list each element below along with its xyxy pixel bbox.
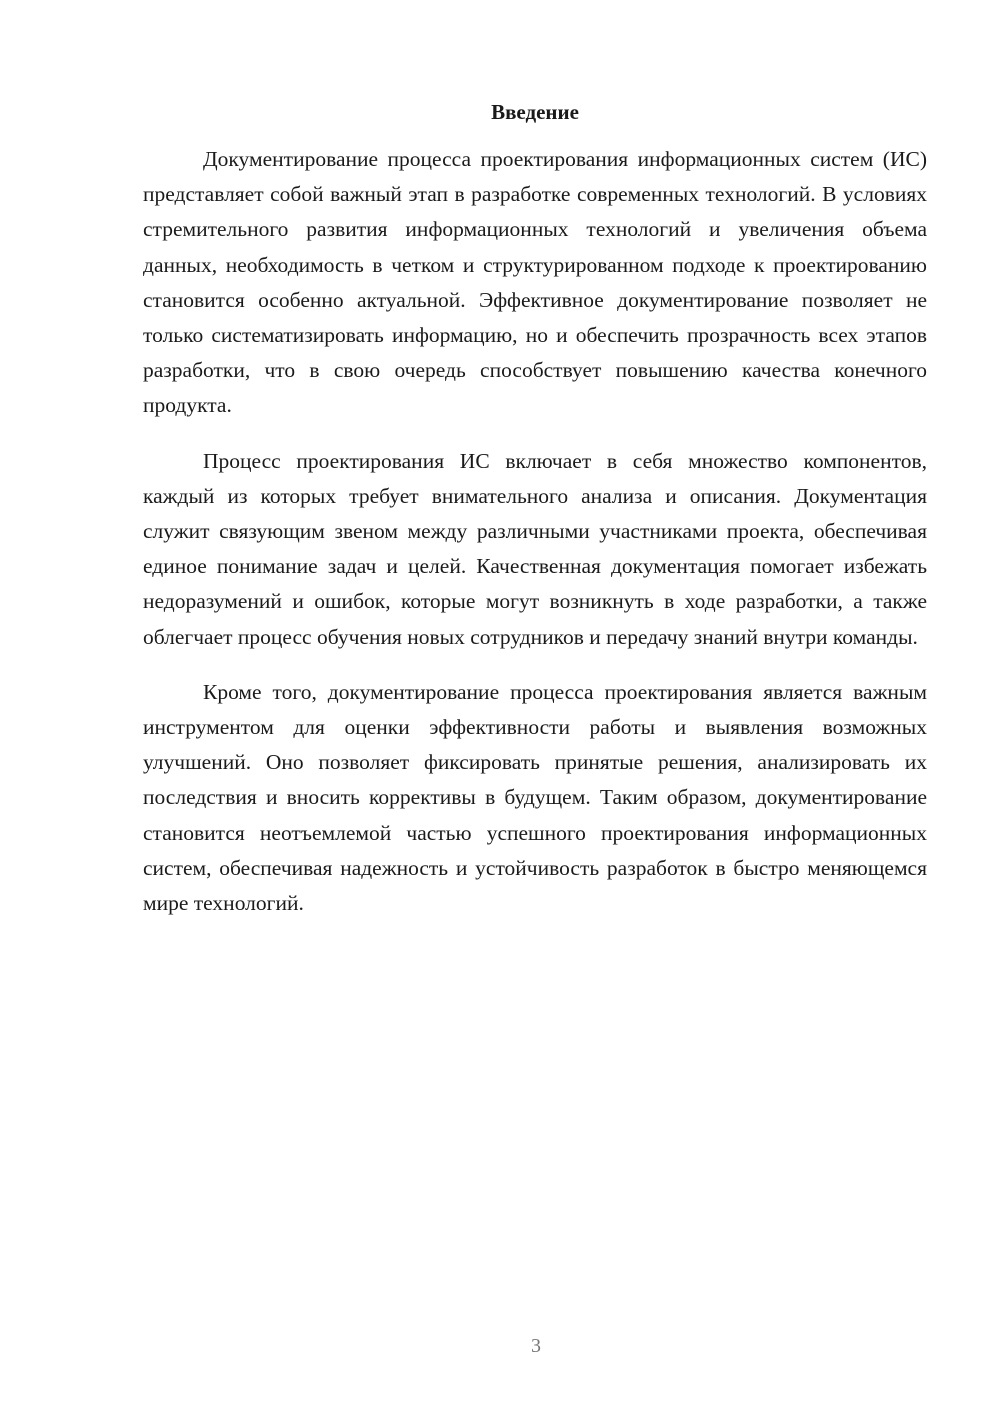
section-title: Введение — [491, 100, 579, 124]
page-number: 3 — [531, 1335, 541, 1357]
paragraph-3: Кроме того, документирование процесса проектирования является важным инструментом для оценки эффективности работы и выявления возможных улучшений. Оно позволяет фиксировать принятые решения, анализировать их последствия и вносить коррективы в будущем. Таким образом, документирование становится неотъемлемой частью успешного проектирования информационных систем, обеспечивая надежность и устойчивость разработок в быстро меняющемся мире технологий. — [143, 679, 927, 916]
paragraph-1: Документирование процесса проектирования информационных систем (ИС) представляет собой важный этап в разработке современных технологий. В условиях стремительного развития информационных технологий и увеличения объема данных, необходимость в четком и структурированном подходе к проектированию становится особенно актуальной. Эффективное документирование позволяет не только систематизировать информацию, но и обеспечить прозрачность всех этапов разработки, что в свою очередь способствует повышению качества конечного продукта. — [143, 147, 927, 418]
body-text — [143, 142, 927, 941]
paragraph-2: Процесс проектирования ИС включает в себя множество компонентов, каждый из которых требует внимательного анализа и описания. Документация служит связующим звеном между различными участниками проекта, обеспечивая единое понимание задач и целей. Качественная документация помогает избежать недоразумений и ошибок, которые могут возникнуть в ходе разработки, а также облегчает процесс обучения новых сотрудников и передачу знаний внутри команды. — [143, 448, 927, 649]
